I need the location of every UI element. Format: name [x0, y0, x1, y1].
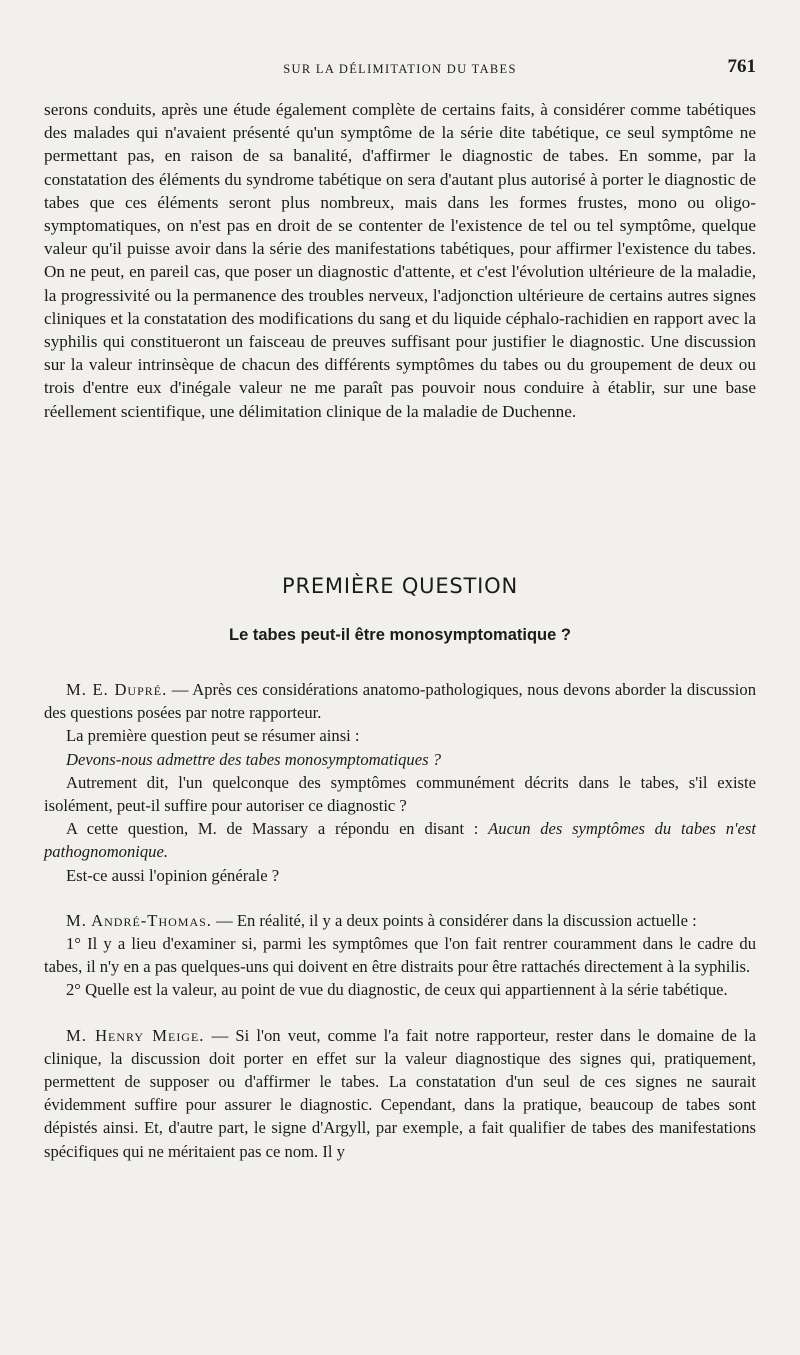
dupre-paragraph-6: Est-ce aussi l'opinion générale ?	[66, 865, 280, 885]
andre-thomas-paragraph-3: 2° Quelle est la valeur, au point de vue du diagnostic, de ceux qui appartiennent à la série tabétique.	[66, 980, 728, 1000]
section-title: PREMIÈRE QUESTION	[282, 574, 518, 598]
speaker-henry-meige: M. Henry Meige.	[66, 1025, 205, 1045]
dupre-paragraph-1	[44, 678, 756, 724]
dupre-text-5b: Aucun des symptômes du tabes n'est pathognomonique.	[44, 819, 756, 862]
speaker-dupre: M. E. Dupré.	[66, 680, 168, 699]
dupre-text-5a: A cette question, M. de Massary a répondu en disant :	[66, 819, 489, 839]
andre-thomas-paragraph-2: 1° Il y a lieu d'examiner si, parmi les symptômes que l'on fait rentrer couramment dans le cadre du tabes, il n'y en a pas quelques-uns qui doivent en être distraits pour être rattachés directement à la syphilis.	[44, 934, 756, 977]
spacer	[44, 887, 756, 909]
running-title: SUR LA DÉLIMITATION DU TABES	[283, 62, 517, 76]
henry-meige-paragraph-1	[44, 1024, 756, 1163]
section-subtitle: Le tabes peut-il être monosymptomatique ?	[229, 626, 571, 644]
intro-text	[44, 98, 756, 423]
dupre-paragraph-3: Devons-nous admettre des tabes monosymptomatiques ?	[66, 749, 441, 769]
dupre-text-1: — Après ces considérations anatomo-pathologiques, nous devons aborder la discussion des questions posées par notre rapporteur.	[44, 680, 756, 723]
dupre-paragraph-4: Autrement dit, l'un quelconque des symptômes communément décrits dans le tabes, s'il existe isolément, peut-il suffire pour autoriser ce diagnostic ?	[44, 772, 756, 816]
andre-thomas-text-1: — En réalité, il y a deux points à considérer dans la discussion actuelle :	[211, 910, 697, 930]
dupre-paragraph-5	[44, 817, 756, 863]
discussion	[44, 678, 756, 1163]
henry-meige-text-1: — Si l'on veut, comme l'a fait notre rapporteur, rester dans le domaine de la clinique, la discussion doit porter en effet sur la valeur diagnostique des signes qui, pratiquement, permettent de supposer ou d'affirmer le tabes. La constatation d'un seul de ces signes ne saurait évidemment suffire pour assurer le diagnostic. Cependant, dans la pratique, beaucoup de tabes sont dépistés ainsi. Et, d'autre part, le signe d'Argyll, par exemple, a fait qualifier de tabes des manifestations spécifiques qui ne méritaient pas ce nom. Il y	[44, 1025, 756, 1161]
page-number: 761	[727, 56, 756, 77]
spacer	[44, 1002, 756, 1024]
intro-paragraph: serons conduits, après une étude également complète de certains faits, à considérer comme tabétiques des malades qui n'avaient présenté qu'un symptôme de la série dite tabétique, ce seul symptôme ne permettant pas, en raison de sa banalité, d'affirmer le diagnostic de tabes. En somme, par la constatation des éléments du syndrome tabétique on sera d'autant plus autorisé à porter le diagnostic de tabes que ces éléments seront plus nombreux, mais dans les formes frustes, mono ou oligo-symptomatiques, on n'est pas en droit de se contenter de l'existence de tel ou tel symptôme, quelque valeur qu'il puisse avoir dans la série des manifestations tabétiques, pour affirmer l'existence du tabes. On ne peut, en pareil cas, que poser un diagnostic d'attente, et c'est l'évolution ultérieure de la maladie, la progressivité ou la permanence des troubles nerveux, l'adjonction ultérieure de certains autres signes cliniques et la constatation des modifications du sang et du liquide céphalo-rachidien en rapport avec la syphilis qui constitueront un faisceau de preuves suffisant pour justifier le diagnostic. Une discussion sur la valeur intrinsèque de chacun des différents symptômes du tabes ou du groupement de deux ou trois d'entre eux d'inégale valeur ne me paraît pas pouvoir nous conduire à établir, sur une base réellement scientifique, une délimitation clinique de la maladie de Duchenne.	[44, 100, 756, 421]
dupre-paragraph-2: La première question peut se résumer ainsi :	[66, 726, 360, 746]
section-heading	[44, 574, 756, 645]
andre-thomas-paragraph-1	[44, 909, 756, 932]
speaker-andre-thomas: M. André-Thomas.	[66, 910, 212, 930]
running-head	[44, 56, 756, 82]
